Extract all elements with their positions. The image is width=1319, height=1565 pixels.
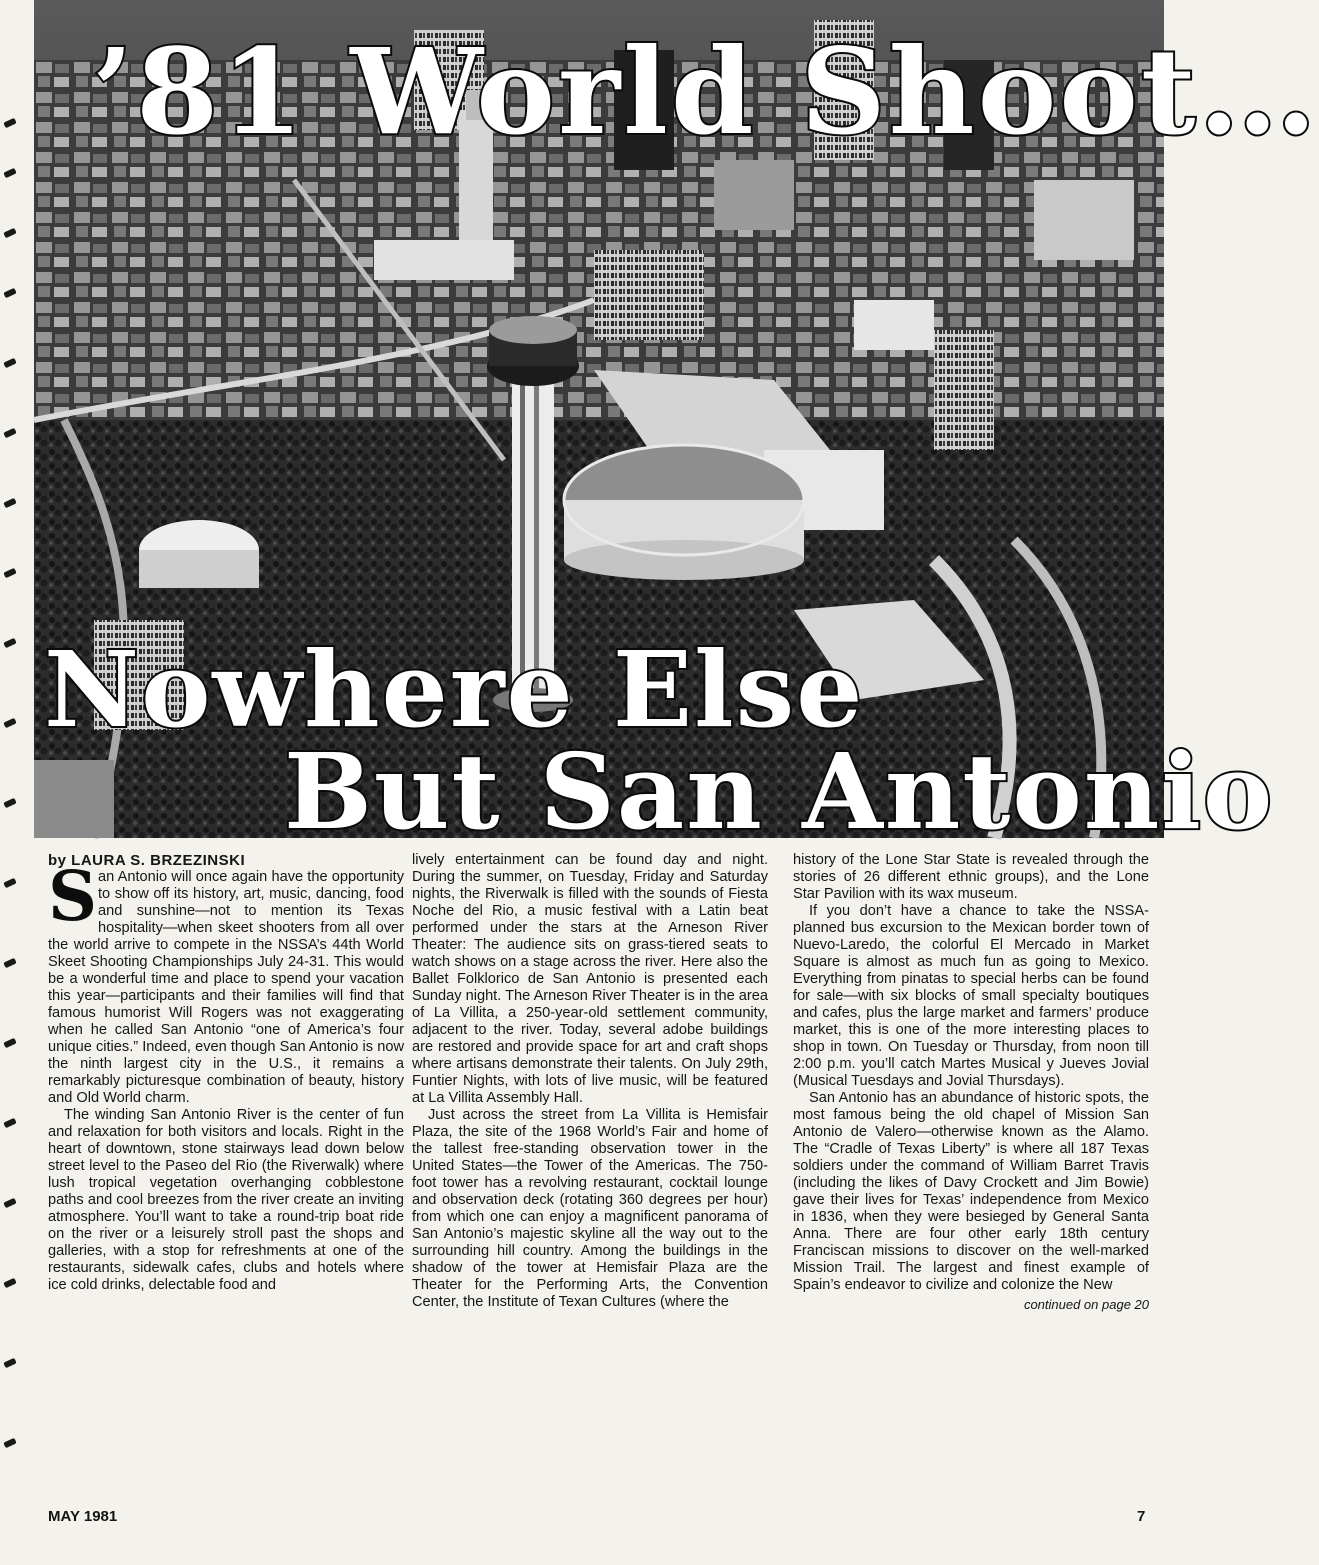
paragraph: Just across the street from La Villita is Hemisfair Plaza, the site of the 1968 World’s Fair and home of the tallest free-standing observation tower in the United States—the Tower of the Americas. The 750-foot tower has a revolving restaurant, cocktail lounge and observation deck (rotating 360 degrees per hour) from which one can enjoy a magnificent panorama of San Antonio’s majestic skyline all the way out to the surrounding hill country. Among the buildings in the shadow of the tower at Hemisfair Plaza are the Theater for the Performing Arts, the Convention Center, the Institute of Texan Cultures (where the xyxy=(412,1107,768,1310)
paragraph: San Antonio has an abundance of historic spots, the most famous being the old chapel of Mission San Antonio de Valero—otherwise known as the Alamo. The “Cradle of Texas Liberty” is where all 187 Texas soldiers under the command of William Barret Travis (including the likes of Davy Crockett and Jim Bowie) gave their lives for Texas’ independence from Mexico in 1836, when they were besieged by General Santa Anna. There are four other early 18th century Franciscan missions to discover on the well-marked Mission Trail. The largest and finest example of Spain’s endeavor to civilize and colonize the New xyxy=(793,1090,1149,1293)
paragraph: The winding San Antonio River is the center of fun and relaxation for both visitors and locals. Right in the heart of downtown, stone stairways lead down below street level to the Paseo del Rio (the Riverwalk) where lush tropical vegetation overhanging cobblestone paths and cool breezes from the river create an inviting atmosphere. You’ll want to take a round-trip boat ride on the river or a leisurely stroll past the shops and galleries, with a stop for refreshments at one of the restaurants, sidewalk cafes, clubs and hotels where ice cold drinks, delectable food and xyxy=(48,1107,404,1293)
aerial-photo-san-antonio xyxy=(34,0,1319,853)
issue-date: MAY 1981 xyxy=(48,1508,118,1525)
column-3 xyxy=(793,852,1149,1492)
paragraph-text: an Antonio will once again have the opportunity to show off its history, art, music, dancing, food and sunshine—not to mention its Texas hospitality—when skeet shooters from all over the world arrive to compete in the NSSA’s 44th World Skeet Shooting Championships July 24-31. This would be a wonderful time and place to spend your vacation this year—participants and their families will find that famous humorist Will Rogers was not exaggerating when he called San Antonio “one of America’s four unique cities.” Indeed, even though San Antonio is now the ninth largest city in the U.S., it remains a remarkably picturesque combination of beauty, history and Old World charm. xyxy=(48,869,404,1106)
headline-line-3: But San Antonio xyxy=(284,730,1275,853)
paragraph: lively entertainment can be found day and night. During the summer, on Tuesday, Friday and Saturday nights, the Riverwalk is filled with the sounds of Fiesta Noche del Rio, a music festival with a Latin beat performed under the stars at the Arneson River Theater: The audience sits on grass-tiered seats to watch shows on a stage across the river. Here also the Ballet Folklorico de San Antonio is presented each Sunday night. The Arneson River Theater is in the area of La Villita, a 250-year-old settlement community, adjacent to the river. Today, several adobe buildings are restored and provide space for art and craft shops where artisans demonstrate their talents. On July 29th, Funtier Nights, with lots of live music, will be featured at La Villita Assembly Hall. xyxy=(412,852,768,1106)
paragraph: history of the Lone Star State is revealed through the stories of 26 different ethnic groups), and the Lone Star Pavilion with its wax museum. xyxy=(793,852,1149,902)
drop-cap: S xyxy=(48,857,98,937)
byline: by LAURA S. BRZEZINSKI xyxy=(48,852,246,869)
binding-edge-marks xyxy=(0,60,24,1560)
column-2 xyxy=(412,852,768,1492)
column-1 xyxy=(48,852,404,1492)
headline-line-1: ’81 World Shoot… xyxy=(92,22,1319,161)
page-number: 7 xyxy=(1137,1508,1146,1525)
continued-note: continued on page 20 xyxy=(1023,1297,1149,1312)
headline-line-2: Nowhere Else xyxy=(44,628,865,751)
article-body xyxy=(48,852,1158,1492)
paragraph: If you don’t have a chance to take the NSSA-planned bus excursion to the Mexican border town of Nuevo-Laredo, the colorful El Mercado in Market Square is almost as much fun as going to Mexico. Everything from pinatas to special herbs can be found for sale—with six blocks of small specialty boutiques and cafes, plus the large market and farmers’ produce market, this is one of the more interesting places to shop in town. On Tuesday or Thursday, from noon till 2:00 p.m. you’ll catch Martes Musical y Jueves Jovial (Musical Tuesdays and Jovial Thursdays). xyxy=(793,903,1149,1089)
